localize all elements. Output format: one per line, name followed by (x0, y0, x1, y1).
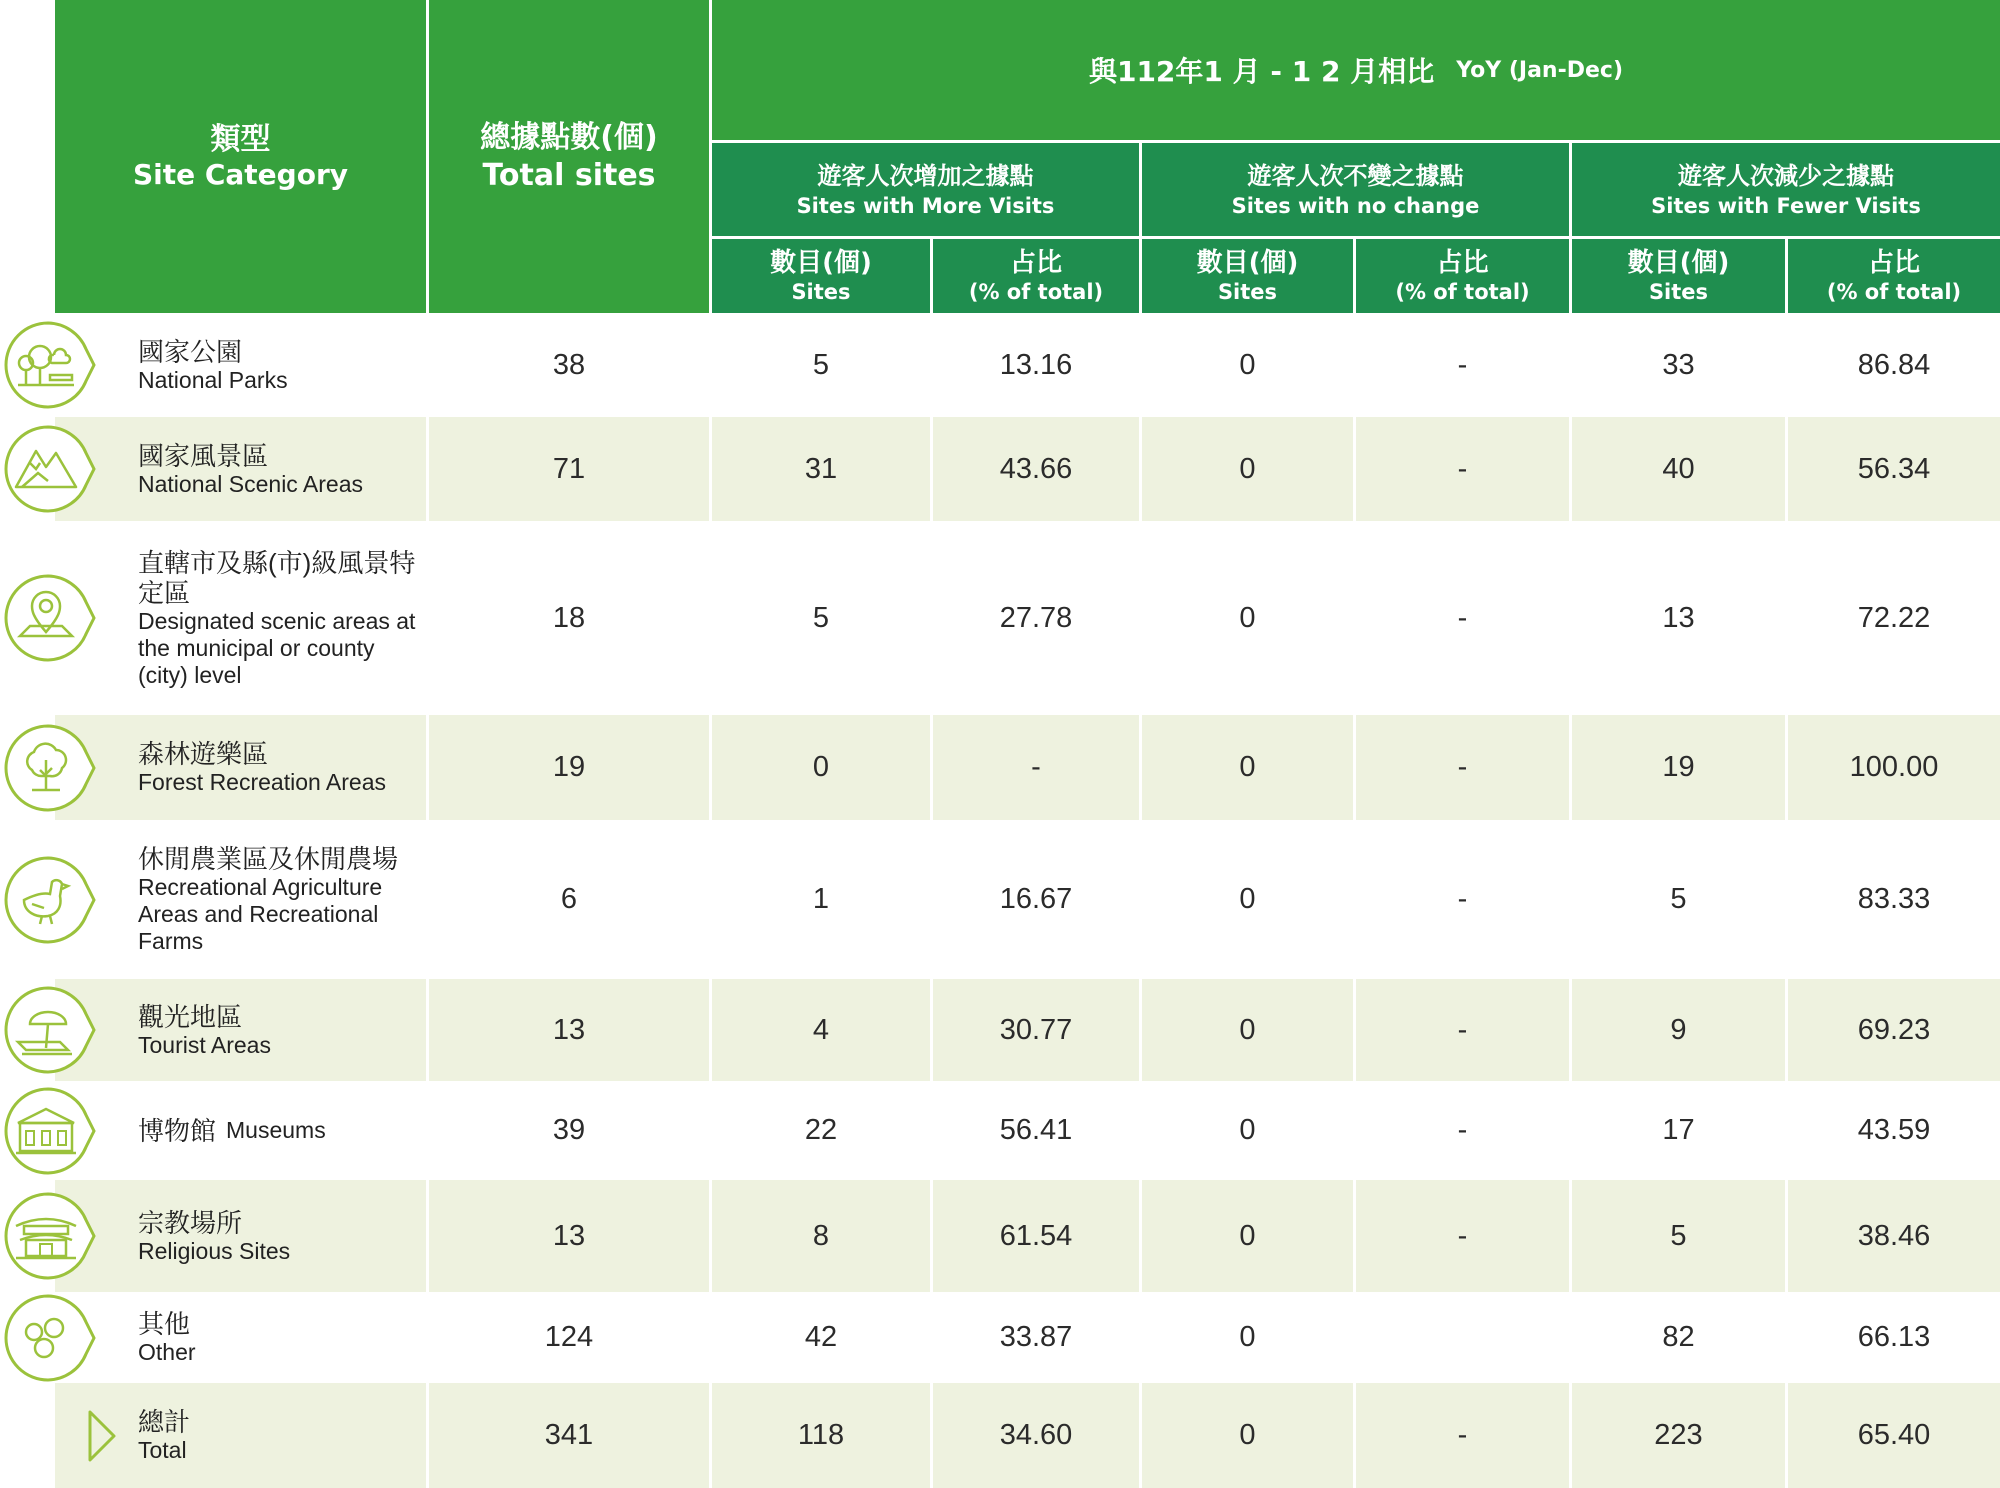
category-en: Other (138, 1339, 196, 1365)
cell-same-pct (1356, 1292, 1569, 1383)
column-divider (709, 313, 712, 1488)
cell-same: 0 (1239, 452, 1256, 485)
column-divider (930, 313, 933, 1488)
category-en: Recreational Agriculture Areas and Recreational Farms (138, 874, 383, 954)
cell-total: 18 (552, 601, 586, 634)
cell-fewer: 5 (1670, 883, 1687, 915)
group-fewer-en: Sites with Fewer Visits (1651, 193, 1921, 218)
cell-more-pct: 30.77 (999, 1013, 1073, 1046)
category-zh: 森林遊樂區 (138, 739, 269, 769)
category-label (138, 1081, 428, 1180)
column-divider (1139, 313, 1142, 1488)
group-same-en: Sites with no change (1231, 193, 1480, 218)
cell-total: 38 (552, 348, 586, 381)
cell-same: 0 (1239, 1114, 1256, 1146)
category-zh: 宗教場所 (138, 1207, 243, 1238)
cell-same-pct: - (1457, 452, 1468, 485)
cell-same: 0 (1239, 1321, 1256, 1353)
cell-fewer: 82 (1662, 1321, 1695, 1353)
cell-total: 71 (552, 452, 586, 485)
subheader-pct-en: (% of total) (968, 280, 1104, 304)
category-label (138, 1383, 428, 1488)
cell-more-pct: 56.41 (999, 1114, 1073, 1146)
cell-same: 0 (1239, 1419, 1256, 1451)
subheader-sites-zh: 數目(個) (1196, 248, 1299, 278)
cell-fewer-pct: 43.59 (1857, 1114, 1931, 1146)
cell-same: 0 (1239, 601, 1256, 634)
category-label (138, 313, 428, 417)
cell-same-pct: - (1457, 1219, 1468, 1252)
cell-fewer: 33 (1662, 348, 1695, 381)
category-label (138, 521, 428, 715)
cell-fewer: 17 (1662, 1114, 1695, 1146)
subheader-sites-en: Sites (791, 280, 851, 304)
column-divider (426, 313, 429, 1488)
category-zh: 直轄市及縣(市)級風景特定區 (138, 547, 416, 608)
cell-more: 1 (812, 883, 830, 915)
header-yoy-zh: 與112年1 月 - 1 2 月相比 (1088, 55, 1435, 88)
cell-fewer-pct: 65.40 (1857, 1419, 1931, 1451)
subheader-fewer-sites (1572, 239, 1785, 313)
header-total-sites (429, 0, 709, 313)
subheader-pct-en: (% of total) (1395, 280, 1530, 304)
group-more-en: Sites with More Visits (796, 193, 1055, 218)
subheader-sites-en: Sites (1217, 280, 1278, 304)
subheader-pct-zh: 占比 (1867, 248, 1920, 278)
cell-fewer: 5 (1670, 1219, 1687, 1252)
cell-fewer: 13 (1662, 601, 1695, 634)
cell-fewer-pct: 83.33 (1857, 883, 1931, 915)
beach-umbrella-icon (2, 984, 98, 1080)
header-yoy (712, 0, 2000, 140)
mountain-icon (2, 423, 98, 519)
cell-more-pct: 13.16 (999, 348, 1073, 381)
category-en: Religious Sites (138, 1237, 291, 1264)
category-label (138, 417, 428, 521)
cell-same-pct: - (1457, 751, 1468, 783)
category-en: National Scenic Areas (138, 470, 364, 497)
header-site-category (55, 0, 426, 313)
tree-icon (2, 722, 98, 818)
subheader-more-pct (933, 239, 1139, 313)
header-category-en: Site Category (132, 157, 349, 191)
cell-more: 42 (804, 1321, 838, 1353)
category-zh: 觀光地區 (138, 1001, 243, 1032)
cell-same: 0 (1239, 751, 1256, 783)
map-pin-icon (2, 572, 98, 668)
cell-more: 5 (812, 601, 830, 634)
category-label (138, 715, 428, 820)
cell-same-pct: - (1457, 1114, 1468, 1146)
cell-same: 0 (1239, 1013, 1256, 1046)
category-label (138, 979, 428, 1081)
cell-more-pct: 27.78 (999, 601, 1073, 634)
cell-total: 39 (552, 1114, 586, 1146)
cell-fewer: 9 (1670, 1013, 1687, 1046)
subheader-same-pct (1356, 239, 1569, 313)
header-category-zh: 類型 (210, 121, 271, 157)
subheader-pct-en: (% of total) (1826, 280, 1962, 304)
subheader-more-sites (712, 239, 930, 313)
cell-fewer-pct: 56.34 (1857, 452, 1931, 485)
cell-more: 22 (804, 1114, 838, 1146)
subheader-same-sites (1142, 239, 1353, 313)
cell-more: 5 (812, 348, 830, 381)
cell-more: 31 (804, 452, 838, 485)
header-group-more (712, 143, 1139, 236)
subheader-fewer-pct (1788, 239, 2000, 313)
temple-icon (2, 1190, 98, 1286)
cell-total: 6 (560, 883, 578, 915)
category-zh: 博物館 (138, 1115, 217, 1146)
circles-icon (2, 1292, 98, 1388)
category-zh: 休閒農業區及休閒農場 (138, 844, 399, 874)
cell-same-pct: - (1457, 883, 1468, 915)
cell-same: 0 (1239, 348, 1256, 381)
subheader-sites-en: Sites (1648, 280, 1709, 304)
category-en: Total (138, 1437, 187, 1463)
subheader-pct-zh: 占比 (1436, 248, 1489, 278)
subheader-pct-zh: 占比 (1009, 248, 1062, 278)
category-en: Museums (226, 1117, 326, 1143)
header-yoy-en: YoY (Jan-Dec) (1456, 57, 1624, 83)
cell-same-pct: - (1457, 601, 1468, 634)
cell-fewer-pct: 38.46 (1857, 1219, 1931, 1252)
cell-total: 13 (552, 1219, 586, 1252)
column-divider (1785, 313, 1788, 1488)
header-total-en: Total sites (482, 157, 656, 193)
cell-more: 118 (797, 1419, 845, 1451)
cell-more-pct: 61.54 (999, 1219, 1073, 1252)
category-en: Tourist Areas (138, 1031, 271, 1058)
cell-fewer-pct: 69.23 (1857, 1013, 1931, 1046)
category-label (138, 1292, 428, 1383)
header-group-fewer (1572, 143, 2000, 236)
museum-icon (2, 1085, 98, 1181)
group-more-zh: 遊客人次增加之據點 (817, 161, 1034, 190)
cell-total: 341 (544, 1419, 594, 1451)
cell-same: 0 (1239, 883, 1256, 915)
group-fewer-zh: 遊客人次減少之據點 (1678, 161, 1894, 190)
cell-more: 4 (812, 1013, 830, 1046)
cell-fewer: 19 (1662, 751, 1695, 783)
column-divider (1353, 313, 1356, 1488)
category-label (138, 1180, 428, 1292)
category-zh: 其他 (138, 1309, 191, 1339)
cell-more-pct: 33.87 (999, 1321, 1073, 1353)
cell-same: 0 (1239, 1219, 1256, 1252)
cell-same-pct: - (1457, 1013, 1468, 1046)
cell-fewer: 223 (1654, 1419, 1703, 1451)
cell-total: 124 (544, 1321, 594, 1353)
national-park-icon (2, 319, 98, 415)
cell-fewer-pct: 66.13 (1857, 1321, 1931, 1353)
group-same-zh: 遊客人次不變之據點 (1247, 161, 1464, 190)
header-total-zh: 總據點數(個) (480, 119, 658, 155)
header-group-same (1142, 143, 1569, 236)
triangle-arrow-icon (84, 1408, 120, 1468)
cell-same-pct: - (1457, 1419, 1468, 1451)
cell-same-pct: - (1457, 348, 1468, 381)
cell-more: 8 (812, 1219, 830, 1252)
cell-more-pct: 16.67 (999, 883, 1073, 915)
chicken-icon (2, 854, 98, 950)
cell-more-pct: 43.66 (999, 452, 1073, 485)
category-en: Designated scenic areas at the municipal or county (city) level (138, 607, 416, 688)
category-en: Forest Recreation Areas (138, 769, 387, 795)
category-zh: 總計 (138, 1407, 191, 1437)
cell-total: 19 (552, 751, 586, 783)
cell-more-pct: 34.60 (999, 1419, 1073, 1451)
cell-more-pct: - (1031, 751, 1041, 783)
column-divider (1569, 313, 1572, 1488)
cell-more: 0 (812, 751, 830, 783)
category-en: National Parks (138, 366, 288, 393)
subheader-sites-zh: 數目(個) (770, 248, 872, 278)
cell-total: 13 (552, 1013, 586, 1046)
cell-fewer-pct: 100.00 (1849, 751, 1939, 783)
cell-fewer-pct: 86.84 (1857, 348, 1931, 381)
cell-fewer: 40 (1662, 452, 1695, 485)
subheader-sites-zh: 數目(個) (1627, 248, 1730, 278)
category-label (138, 820, 428, 979)
category-zh: 國家公園 (138, 336, 243, 367)
cell-fewer-pct: 72.22 (1857, 601, 1931, 634)
category-zh: 國家風景區 (138, 440, 269, 471)
